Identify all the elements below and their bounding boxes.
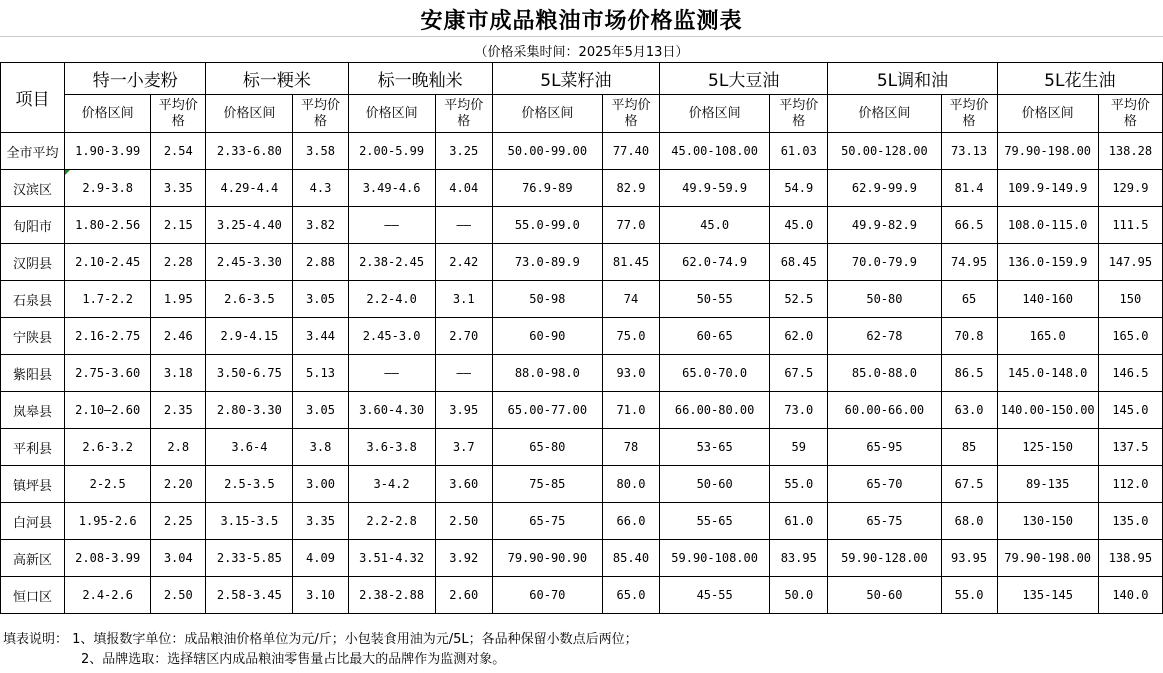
average-price-cell: 85.40: [602, 540, 659, 577]
average-price-cell: 3.10: [293, 577, 348, 614]
price-range-cell: 49.9-59.9: [660, 170, 770, 207]
price-range-header: 价格区间: [65, 95, 151, 133]
average-price-cell: 2.35: [151, 392, 206, 429]
table-row: [1, 281, 1163, 318]
price-range-cell: 75-85: [492, 466, 602, 503]
region-name: 石泉县: [1, 281, 65, 318]
average-price-cell: 5.13: [293, 355, 348, 392]
average-price-cell: 147.95: [1098, 244, 1162, 281]
price-range-cell: 136.0-159.9: [997, 244, 1098, 281]
price-range-cell: 140-160: [997, 281, 1098, 318]
average-price-cell: 61.0: [770, 503, 828, 540]
price-range-cell: 50-80: [828, 281, 941, 318]
price-range-cell: 79.90-90.90: [492, 540, 602, 577]
region-name: 岚皋县: [1, 392, 65, 429]
price-range-header: 价格区间: [206, 95, 293, 133]
average-price-cell: 111.5: [1098, 207, 1162, 244]
table-row: [1, 170, 1163, 207]
region-name: 镇坪县: [1, 466, 65, 503]
price-range-cell: 59.90-128.00: [828, 540, 941, 577]
average-price-cell: 2.46: [151, 318, 206, 355]
price-range-cell: 3.25-4.40: [206, 207, 293, 244]
price-range-cell: 50-98: [492, 281, 602, 318]
price-table: [0, 62, 1163, 614]
price-range-cell: 79.90-198.00: [997, 133, 1098, 170]
table-row: [1, 207, 1163, 244]
price-range-cell: 62.0-74.9: [660, 244, 770, 281]
table-row: [1, 429, 1163, 466]
cell-comment-marker: [65, 170, 70, 175]
price-range-cell: 65.0-70.0: [660, 355, 770, 392]
average-price-cell: 68.45: [770, 244, 828, 281]
table-row: [1, 540, 1163, 577]
average-price-cell: 55.0: [941, 577, 997, 614]
price-range-cell: 2.16-2.75: [65, 318, 151, 355]
average-price-cell: 3.18: [151, 355, 206, 392]
price-range-cell: 79.90-198.00: [997, 540, 1098, 577]
average-price-cell: 74: [602, 281, 659, 318]
group-header: 标一晚籼米: [348, 63, 492, 95]
average-price-cell: 2.20: [151, 466, 206, 503]
price-range-cell: 65-75: [492, 503, 602, 540]
average-price-header: 平均价格: [941, 95, 997, 133]
average-price-header: 平均价格: [770, 95, 828, 133]
price-range-cell: 2.38-2.88: [348, 577, 435, 614]
average-price-cell: 77.40: [602, 133, 659, 170]
table-row: [1, 318, 1163, 355]
average-price-cell: 3.05: [293, 281, 348, 318]
price-range-cell: 1.80-2.56: [65, 207, 151, 244]
average-price-cell: 80.0: [602, 466, 659, 503]
average-price-cell: 66.5: [941, 207, 997, 244]
price-range-cell: 130-150: [997, 503, 1098, 540]
price-range-cell: 2.4-2.6: [65, 577, 151, 614]
price-range-cell: 3.15-3.5: [206, 503, 293, 540]
price-range-cell: 50.00-99.00: [492, 133, 602, 170]
price-range-cell: ——: [348, 207, 435, 244]
average-price-cell: 2.54: [151, 133, 206, 170]
average-price-cell: 145.0: [1098, 392, 1162, 429]
region-name: 汉滨区: [1, 170, 65, 207]
average-price-cell: 138.95: [1098, 540, 1162, 577]
table-row: [1, 577, 1163, 614]
price-range-cell: 125-150: [997, 429, 1098, 466]
average-price-cell: 3.95: [435, 392, 492, 429]
price-range-cell: 2.6-3.5: [206, 281, 293, 318]
region-name: 平利县: [1, 429, 65, 466]
price-range-cell: 2.6-3.2: [65, 429, 151, 466]
notes: [3, 630, 638, 670]
average-price-cell: 86.5: [941, 355, 997, 392]
average-price-header: 平均价格: [293, 95, 348, 133]
price-range-cell: 60.00-66.00: [828, 392, 941, 429]
price-range-cell: 62-78: [828, 318, 941, 355]
price-range-cell: 1.7-2.2: [65, 281, 151, 318]
price-range-cell: 2.38-2.45: [348, 244, 435, 281]
price-range-cell: 65.00-77.00: [492, 392, 602, 429]
average-price-cell: 2.15: [151, 207, 206, 244]
average-price-cell: 2.42: [435, 244, 492, 281]
price-range-cell: 65-95: [828, 429, 941, 466]
average-price-header: 平均价格: [1098, 95, 1162, 133]
average-price-cell: 77.0: [602, 207, 659, 244]
group-header: 5L花生油: [997, 63, 1162, 95]
average-price-cell: 3.05: [293, 392, 348, 429]
average-price-cell: 3.8: [293, 429, 348, 466]
price-range-cell: 4.29-4.4: [206, 170, 293, 207]
average-price-cell: 93.0: [602, 355, 659, 392]
average-price-cell: 135.0: [1098, 503, 1162, 540]
price-range-cell: 50.00-128.00: [828, 133, 941, 170]
price-range-cell: 45-55: [660, 577, 770, 614]
price-range-cell: 3.49-4.6: [348, 170, 435, 207]
average-price-header: 平均价格: [151, 95, 206, 133]
price-range-cell: 2.2-4.0: [348, 281, 435, 318]
note-line-2: 2、品牌选取：选择辖区内成品粮油零售量占比最大的品牌作为监测对象。: [81, 652, 506, 667]
region-name: 旬阳市: [1, 207, 65, 244]
subheader-row: [1, 95, 1163, 133]
group-header: 5L调和油: [828, 63, 997, 95]
price-range-cell: 70.0-79.9: [828, 244, 941, 281]
average-price-cell: 71.0: [602, 392, 659, 429]
note-line-1: 填表说明： 1、填报数字单位：成品粮油价格单位为元/斤；小包装食用油为元/5L；各品种保留小数点后两位；: [3, 632, 638, 647]
price-range-cell: 2.2-2.8: [348, 503, 435, 540]
price-range-cell: 60-70: [492, 577, 602, 614]
average-price-cell: 137.5: [1098, 429, 1162, 466]
price-range-cell: 3.51-4.32: [348, 540, 435, 577]
average-price-cell: 140.0: [1098, 577, 1162, 614]
price-range-cell: 45.00-108.00: [660, 133, 770, 170]
region-name: 高新区: [1, 540, 65, 577]
average-price-cell: 3.1: [435, 281, 492, 318]
average-price-cell: 3.35: [151, 170, 206, 207]
average-price-cell: 112.0: [1098, 466, 1162, 503]
price-range-cell: 3.6-4: [206, 429, 293, 466]
average-price-cell: 45.0: [770, 207, 828, 244]
average-price-cell: 1.95: [151, 281, 206, 318]
average-price-cell: 2.60: [435, 577, 492, 614]
price-range-cell: 55-65: [660, 503, 770, 540]
average-price-cell: 3.7: [435, 429, 492, 466]
region-name: 白河县: [1, 503, 65, 540]
average-price-cell: 78: [602, 429, 659, 466]
price-range-cell: 62.9-99.9: [828, 170, 941, 207]
table-row: [1, 244, 1163, 281]
price-range-cell: 76.9-89: [492, 170, 602, 207]
average-price-cell: 66.0: [602, 503, 659, 540]
table-row: [1, 466, 1163, 503]
average-price-cell: 2.28: [151, 244, 206, 281]
average-price-cell: 3.25: [435, 133, 492, 170]
price-range-cell: 2.10—2.60: [65, 392, 151, 429]
table-row: [1, 392, 1163, 429]
price-range-cell: 2.08-3.99: [65, 540, 151, 577]
average-price-cell: 54.9: [770, 170, 828, 207]
price-range-cell: 2.80-3.30: [206, 392, 293, 429]
price-range-cell: 2-2.5: [65, 466, 151, 503]
average-price-cell: 82.9: [602, 170, 659, 207]
average-price-cell: 74.95: [941, 244, 997, 281]
table-body: [1, 133, 1163, 614]
average-price-cell: 62.0: [770, 318, 828, 355]
price-range-cell: 109.9-149.9: [997, 170, 1098, 207]
region-name: 全市平均: [1, 133, 65, 170]
average-price-cell: 81.45: [602, 244, 659, 281]
average-price-cell: 65.0: [602, 577, 659, 614]
price-range-cell: 53-65: [660, 429, 770, 466]
group-header: 5L大豆油: [660, 63, 828, 95]
average-price-cell: 61.03: [770, 133, 828, 170]
collection-date: （价格采集时间：2025年5月13日）: [474, 45, 689, 60]
average-price-cell: 93.95: [941, 540, 997, 577]
price-range-cell: 135-145: [997, 577, 1098, 614]
price-range-header: 价格区间: [660, 95, 770, 133]
price-range-cell: 85.0-88.0: [828, 355, 941, 392]
price-range-header: 价格区间: [348, 95, 435, 133]
price-range-cell: 2.58-3.45: [206, 577, 293, 614]
price-range-cell: 50-55: [660, 281, 770, 318]
price-range-cell: 55.0-99.0: [492, 207, 602, 244]
price-range-cell: 2.5-3.5: [206, 466, 293, 503]
price-range-cell: 49.9-82.9: [828, 207, 941, 244]
price-range-cell: 108.0-115.0: [997, 207, 1098, 244]
price-range-cell: 1.95-2.6: [65, 503, 151, 540]
region-name: 汉阴县: [1, 244, 65, 281]
average-price-cell: 73.13: [941, 133, 997, 170]
average-price-cell: 3.04: [151, 540, 206, 577]
price-range-cell: 2.9-4.15: [206, 318, 293, 355]
average-price-cell: 68.0: [941, 503, 997, 540]
price-range-cell: 50-60: [660, 466, 770, 503]
price-range-cell: 3.60-4.30: [348, 392, 435, 429]
title-divider: [0, 36, 1163, 37]
group-header: 标一粳米: [206, 63, 348, 95]
price-range-cell: 3.50-6.75: [206, 355, 293, 392]
price-range-cell: 2.00-5.99: [348, 133, 435, 170]
price-range-cell: 2.10-2.45: [65, 244, 151, 281]
average-price-cell: ——: [435, 355, 492, 392]
average-price-cell: 55.0: [770, 466, 828, 503]
average-price-cell: 81.4: [941, 170, 997, 207]
price-range-cell: 2.45-3.30: [206, 244, 293, 281]
average-price-cell: 3.60: [435, 466, 492, 503]
average-price-cell: 4.3: [293, 170, 348, 207]
average-price-cell: 2.88: [293, 244, 348, 281]
average-price-cell: 2.25: [151, 503, 206, 540]
average-price-cell: 83.95: [770, 540, 828, 577]
page-title: 安康市成品粮油市场价格监测表: [420, 8, 743, 34]
average-price-cell: 75.0: [602, 318, 659, 355]
average-price-cell: 2.50: [151, 577, 206, 614]
average-price-cell: 70.8: [941, 318, 997, 355]
average-price-cell: 65: [941, 281, 997, 318]
price-range-cell: 65-80: [492, 429, 602, 466]
price-range-cell: 2.45-3.0: [348, 318, 435, 355]
price-range-cell: 3.6-3.8: [348, 429, 435, 466]
price-range-header: 价格区间: [492, 95, 602, 133]
price-range-cell: 165.0: [997, 318, 1098, 355]
average-price-header: 平均价格: [435, 95, 492, 133]
price-range-header: 价格区间: [997, 95, 1098, 133]
average-price-cell: 67.5: [941, 466, 997, 503]
average-price-cell: 3.92: [435, 540, 492, 577]
average-price-cell: 85: [941, 429, 997, 466]
average-price-cell: 63.0: [941, 392, 997, 429]
region-name: 恒口区: [1, 577, 65, 614]
average-price-header: 平均价格: [602, 95, 659, 133]
average-price-cell: 2.70: [435, 318, 492, 355]
price-range-cell: 140.00-150.00: [997, 392, 1098, 429]
average-price-cell: 150: [1098, 281, 1162, 318]
price-range-cell: 65-75: [828, 503, 941, 540]
price-range-cell: ——: [348, 355, 435, 392]
average-price-cell: 2.50: [435, 503, 492, 540]
average-price-cell: 50.0: [770, 577, 828, 614]
price-range-cell: 65-70: [828, 466, 941, 503]
table-row: [1, 133, 1163, 170]
average-price-cell: 52.5: [770, 281, 828, 318]
table-row: [1, 503, 1163, 540]
average-price-cell: 67.5: [770, 355, 828, 392]
price-range-cell: 89-135: [997, 466, 1098, 503]
table-row: [1, 355, 1163, 392]
price-range-cell: 145.0-148.0: [997, 355, 1098, 392]
average-price-cell: 3.44: [293, 318, 348, 355]
average-price-cell: 165.0: [1098, 318, 1162, 355]
price-range-cell: 3-4.2: [348, 466, 435, 503]
region-name: 紫阳县: [1, 355, 65, 392]
average-price-cell: 4.04: [435, 170, 492, 207]
price-range-cell: 50-60: [828, 577, 941, 614]
group-header: 5L菜籽油: [492, 63, 659, 95]
price-range-cell: 2.33-5.85: [206, 540, 293, 577]
price-range-cell: 60-65: [660, 318, 770, 355]
average-price-cell: 3.82: [293, 207, 348, 244]
average-price-cell: ——: [435, 207, 492, 244]
price-range-cell: 60-90: [492, 318, 602, 355]
price-range-cell: 88.0-98.0: [492, 355, 602, 392]
price-range-cell: 45.0: [660, 207, 770, 244]
group-header: 特一小麦粉: [65, 63, 206, 95]
price-range-cell: 59.90-108.00: [660, 540, 770, 577]
average-price-cell: 138.28: [1098, 133, 1162, 170]
average-price-cell: 3.35: [293, 503, 348, 540]
average-price-cell: 146.5: [1098, 355, 1162, 392]
average-price-cell: 73.0: [770, 392, 828, 429]
price-range-cell: 2.9-3.8: [65, 170, 151, 207]
average-price-cell: 59: [770, 429, 828, 466]
average-price-cell: 2.8: [151, 429, 206, 466]
price-range-cell: 66.00-80.00: [660, 392, 770, 429]
price-range-header: 价格区间: [828, 95, 941, 133]
region-name: 宁陕县: [1, 318, 65, 355]
price-range-cell: 2.33-6.80: [206, 133, 293, 170]
average-price-cell: 3.58: [293, 133, 348, 170]
average-price-cell: 129.9: [1098, 170, 1162, 207]
price-range-cell: 2.75-3.60: [65, 355, 151, 392]
average-price-cell: 4.09: [293, 540, 348, 577]
item-header: 项目: [1, 63, 65, 133]
average-price-cell: 3.00: [293, 466, 348, 503]
price-range-cell: 1.90-3.99: [65, 133, 151, 170]
price-range-cell: 73.0-89.9: [492, 244, 602, 281]
